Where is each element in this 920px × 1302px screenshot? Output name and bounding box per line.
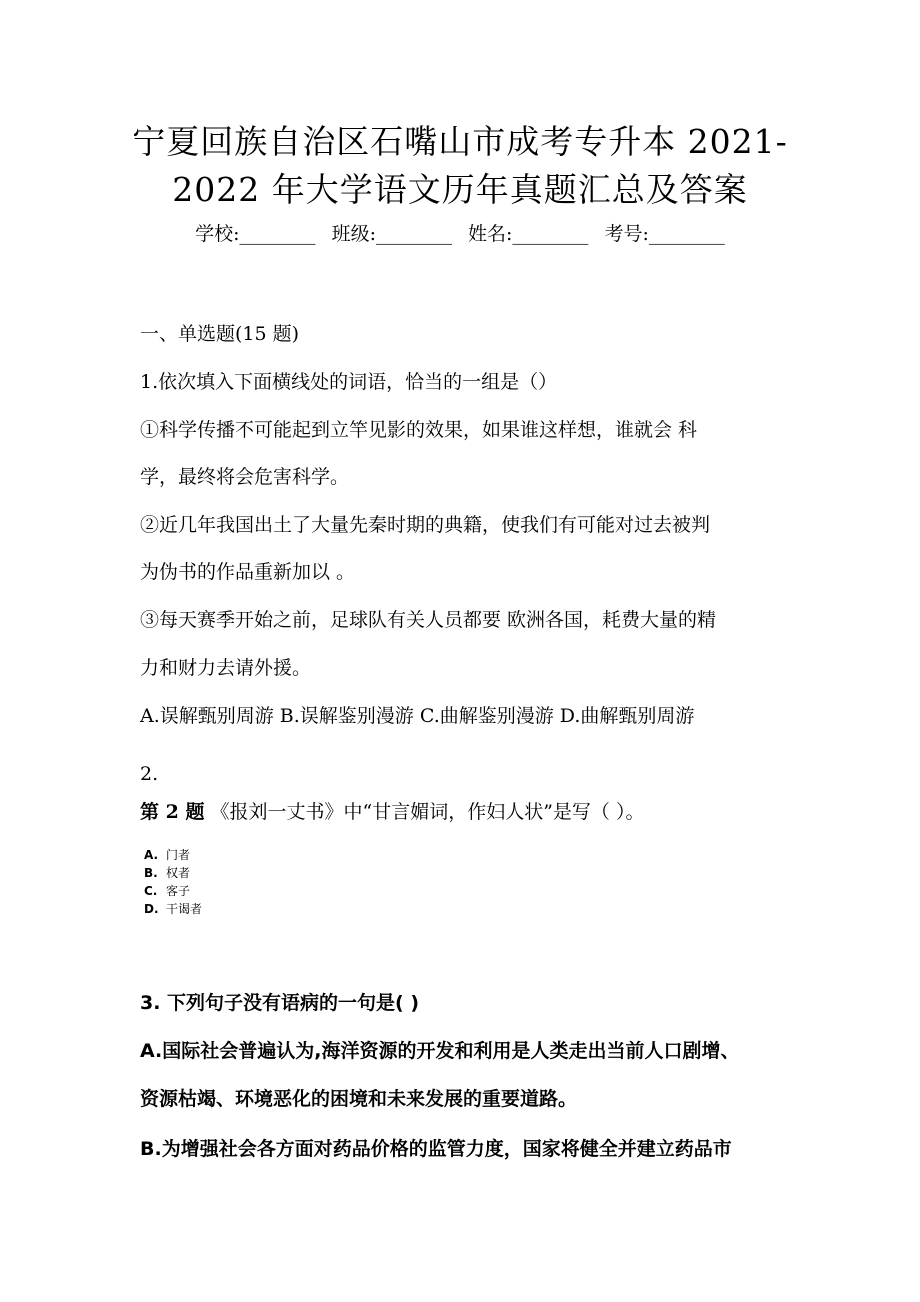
q3-option-b-line: B.为增强社会各方面对药品价格的监管力度，国家将健全并建立药品市 [140,1138,732,1160]
q1-text-line: ②近几年我国出土了大量先秦时期的典籍，使我们有可能对过去被判 [140,514,711,536]
q1-stem: 1.依次填入下面横线处的词语，恰当的一组是（） [140,371,558,393]
q2-option-text: 客子 [166,884,191,898]
q3-stem: 3. 下列句子没有语病的一句是( ) [140,992,420,1014]
q2-stem-row [140,797,644,824]
q1-options: A.误解甄别周游 B.误解鉴别漫游 C.曲解鉴别漫游 D.曲解甄别周游 [140,705,695,727]
exam-number-field: 考号:________ [604,223,725,245]
q2-stem: 《报刘一丈书》中“甘言媚词，作妇人状”是写（ ）。 [210,801,645,823]
q2-option [144,900,202,917]
q1-text-line: ①科学传播不可能起到立竿见影的效果，如果谁这样想，谁就会 科 [140,419,698,441]
q1-text-line: ③每天赛季开始之前，足球队有关人员都要 欧洲各国，耗费大量的精 [140,609,717,631]
q2-option-text: 干谒者 [166,902,203,916]
q2-option [144,882,190,899]
student-info-row [0,219,920,246]
class-field: 班级:________ [331,223,452,245]
q1-text-line: 力和财力去请外援。 [140,657,312,679]
q2-option-letter: B. [144,866,158,880]
name-field: 姓名:________ [468,223,589,245]
school-field: 学校:________ [195,223,316,245]
q3-option-a-line: A.国际社会普遍认为,海洋资源的开发和利用是人类走出当前人口剧增、 [140,1040,740,1062]
document-title-line-2: 2022 年大学语文历年真题汇总及答案 [172,170,748,209]
q2-label: 第 2 题 [140,801,205,823]
q2-option-text: 门者 [166,848,191,862]
section-heading: 一、单选题(15 题) [140,323,300,345]
q2-option [144,846,190,863]
document-title-line-1: 宁夏回族自治区石嘴山市成考专升本 2021- [132,122,788,161]
q1-text-line: 学，最终将会危害科学。 [140,466,350,488]
q2-option [144,864,190,881]
q2-option-letter: C. [144,884,158,898]
q2-option-letter: D. [144,902,159,916]
q2-option-text: 权者 [166,866,191,880]
q3-option-a-line: 资源枯竭、环境恶化的困境和未来发展的重要道路。 [140,1088,578,1110]
q1-text-line: 为伪书的作品重新加以 。 [140,561,356,583]
q2-option-letter: A. [144,848,159,862]
q2-number: 2. [140,763,159,785]
